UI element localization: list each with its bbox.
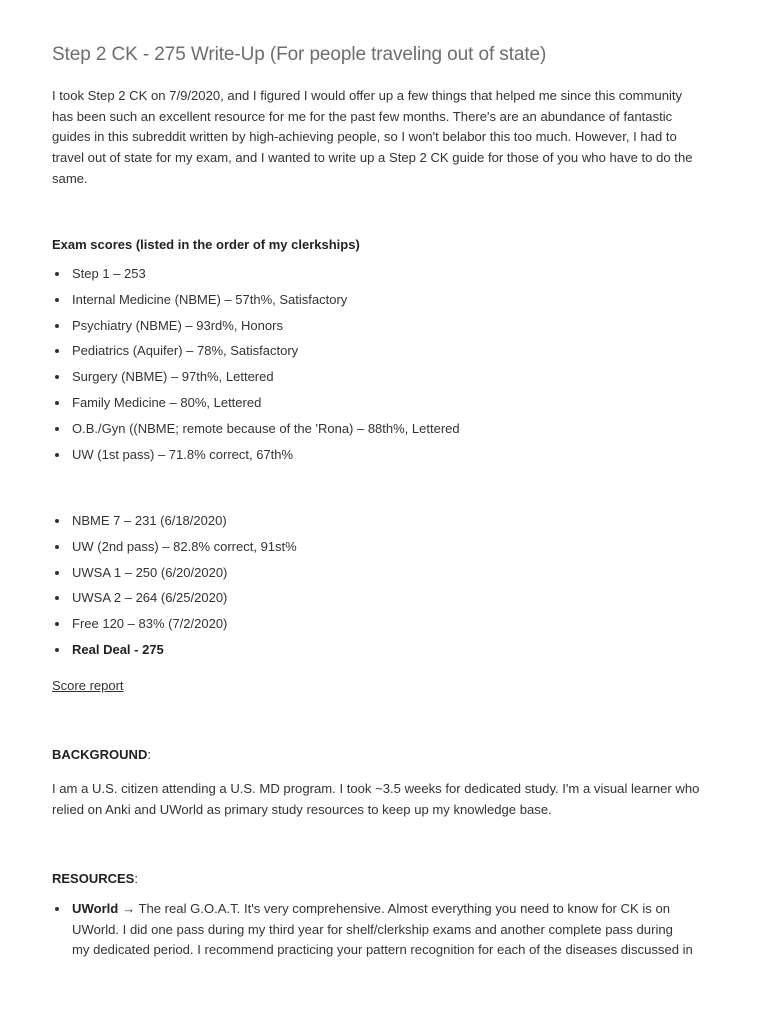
scores-list-practice <box>52 512 297 667</box>
resource-item-uworld <box>52 899 732 961</box>
background-line: I am a U.S. citizen attending a U.S. MD program. I took ~3.5 weeks for dedicated study. I'm a visual learner who <box>52 781 700 796</box>
uworld-text: The real G.O.A.T. It's very comprehensive. Almost everything you need to know for CK is on <box>135 901 671 916</box>
list-item: UW (1st pass) – 71.8% correct, 67th% <box>52 446 460 472</box>
uworld-line <box>72 899 732 920</box>
list-item: UWSA 1 – 250 (6/20/2020) <box>52 564 297 590</box>
list-item: UW (2nd pass) – 82.8% correct, 91st% <box>52 538 297 564</box>
intro-line: same. <box>52 170 88 186</box>
scores-list-clerkships <box>52 265 460 471</box>
uworld-line: my dedicated period. I recommend practicing your pattern recognition for each of the diseases discussed in <box>72 942 693 958</box>
background-paragraph <box>52 779 720 820</box>
intro-paragraph <box>52 86 720 190</box>
bullet-icon <box>55 907 59 911</box>
resources-heading-text: RESOURCES <box>52 871 135 886</box>
list-item: Step 1 – 253 <box>52 265 460 291</box>
list-item: O.B./Gyn ((NBME; remote because of the 'Rona) – 88th%, Lettered <box>52 420 460 446</box>
list-item: Free 120 – 83% (7/2/2020) <box>52 615 297 641</box>
score-report-link[interactable]: Score report <box>52 678 124 693</box>
intro-line: travel out of state for my exam, and I wanted to write up a Step 2 CK guide for those of you who have to do the <box>52 150 693 166</box>
background-heading-colon: : <box>147 747 151 762</box>
list-item: NBME 7 – 231 (6/18/2020) <box>52 512 297 538</box>
list-item: Family Medicine – 80%, Lettered <box>52 394 460 420</box>
resources-heading <box>52 871 138 886</box>
intro-line: has been such an excellent resource for me for the past few months. There's are an abundance of fantastic <box>52 108 673 124</box>
intro-line: guides in this subreddit written by high-achieving people, so I won't belabor this too much. However, I had to <box>52 129 677 145</box>
background-line: relied on Anki and UWorld as primary study resources to keep up my knowledge base. <box>52 801 552 817</box>
list-item: UWSA 2 – 264 (6/25/2020) <box>52 589 297 615</box>
list-item: Pediatrics (Aquifer) – 78%, Satisfactory <box>52 342 460 368</box>
list-item: Internal Medicine (NBME) – 57th%, Satisfactory <box>52 291 460 317</box>
uworld-label: UWorld <box>72 901 119 916</box>
page-title: Step 2 CK - 275 Write-Up (For people traveling out of state) <box>52 44 547 65</box>
background-heading <box>52 747 151 762</box>
intro-line: I took Step 2 CK on 7/9/2020, and I figured I would offer up a few things that helped me since this community <box>52 88 683 103</box>
arrow-icon: → <box>121 901 136 916</box>
uworld-line: UWorld. I did one pass during my third year for shelf/clerkship exams and another complete pass during <box>72 921 673 937</box>
real-deal-score: Real Deal - 275 <box>52 641 297 667</box>
background-heading-text: BACKGROUND <box>52 747 148 762</box>
resources-heading-colon: : <box>134 871 138 886</box>
scores-heading: Exam scores (listed in the order of my clerkships) <box>52 237 360 252</box>
list-item: Surgery (NBME) – 97th%, Lettered <box>52 368 460 394</box>
list-item: Psychiatry (NBME) – 93rd%, Honors <box>52 317 460 343</box>
